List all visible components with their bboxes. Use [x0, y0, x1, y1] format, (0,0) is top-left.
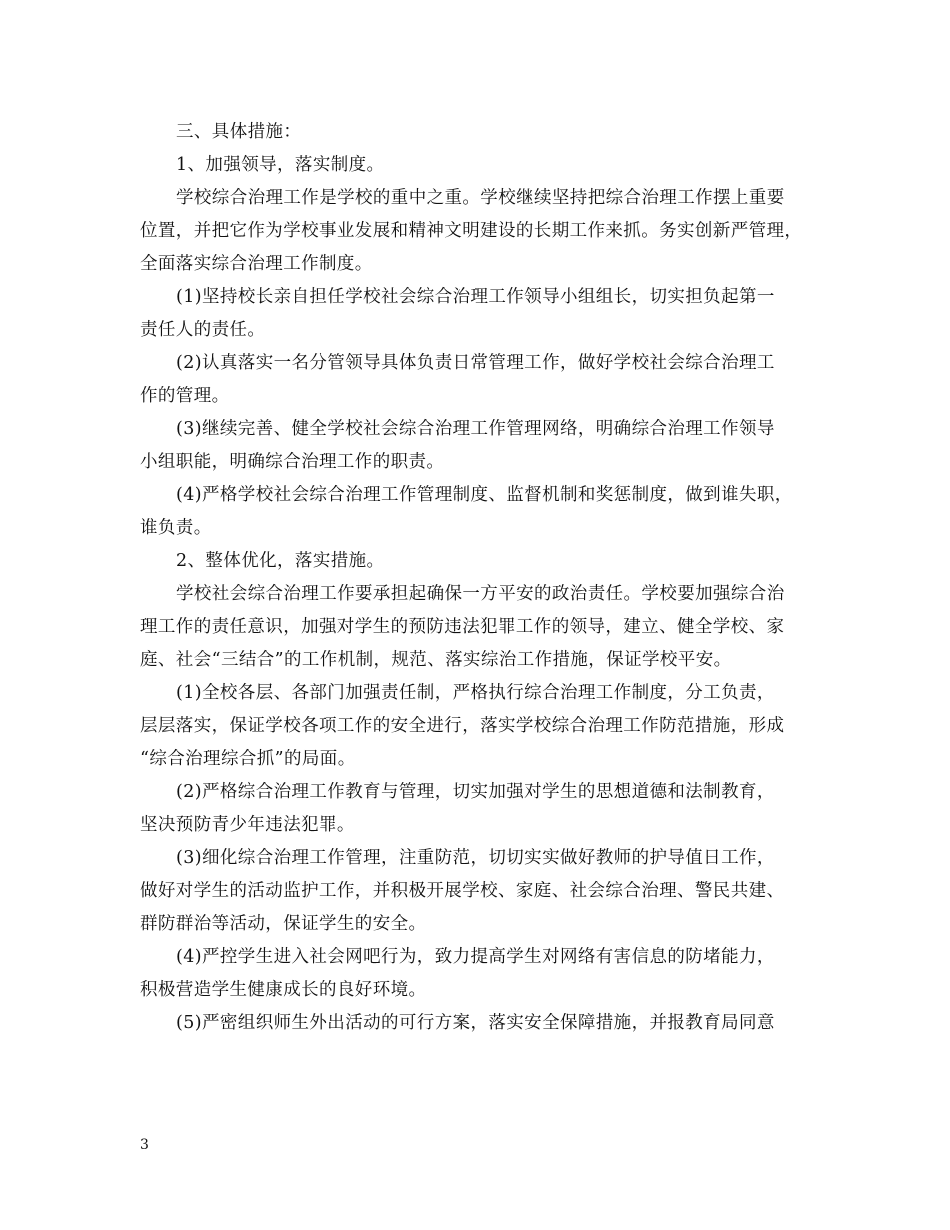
- list-item-line: (5)严密组织师生外出活动的可行方案，落实安全保障措施，并报教育局同意: [176, 1013, 775, 1033]
- list-item-line: 积极营造学生健康成长的良好环境。: [140, 980, 427, 1000]
- paragraph-line: 位置，并把它作为学校事业发展和精神文明建设的长期工作来抓。务实创新严管理，: [140, 221, 803, 241]
- paragraph-line: 庭、社会“三结合”的工作机制，规范、落实综治工作措施，保证学校平安。: [140, 650, 732, 670]
- list-item-line: 小组职能，明确综合治理工作的职责。: [140, 452, 445, 472]
- document-body: [140, 116, 808, 1040]
- subheading-2: 2、整体优化，落实措施。: [176, 551, 385, 571]
- list-item-line: 做好对学生的活动监护工作，并积极开展学校、家庭、社会综合治理、警民共建、: [140, 881, 785, 901]
- list-item-line: 层层落实，保证学校各项工作的安全进行，落实学校综合治理工作防范措施，形成: [140, 716, 785, 736]
- list-item-line: (1)全校各层、各部门加强责任制，严格执行综合治理工作制度，分工负责，: [176, 683, 775, 703]
- list-item-line: 谁负责。: [140, 518, 212, 538]
- list-item-line: (4)严格学校社会综合治理工作管理制度、监督机制和奖惩制度，做到谁失职，: [176, 485, 793, 505]
- list-item-line: 坚决预防青少年违法犯罪。: [140, 815, 355, 835]
- list-item-line: (2)严格综合治理工作教育与管理，切实加强对学生的思想道德和法制教育，: [176, 782, 775, 802]
- page-number: 3: [140, 1137, 149, 1153]
- list-item-line: 作的管理。: [140, 386, 230, 406]
- list-item-line: (4)严控学生进入社会网吧行为，致力提高学生对网络有害信息的防堵能力，: [176, 947, 775, 967]
- paragraph-line: 理工作的责任意识，加强对学生的预防违法犯罪工作的领导，建立、健全学校、家: [140, 617, 785, 637]
- section-heading: 三、具体措施：: [176, 122, 302, 142]
- list-item-line: (3)细化综合治理工作管理，注重防范，切切实实做好教师的护导值日工作，: [176, 848, 775, 868]
- list-item-line: “综合治理综合抓”的局面。: [140, 749, 356, 769]
- list-item-line: 群防群治等活动，保证学生的安全。: [140, 914, 427, 934]
- list-item-line: (3)继续完善、健全学校社会综合治理工作管理网络，明确综合治理工作领导: [176, 419, 775, 439]
- subheading-1: 1、加强领导，落实制度。: [176, 155, 385, 175]
- paragraph-line: 学校社会综合治理工作要承担起确保一方平安的政治责任。学校要加强综合治: [176, 584, 785, 604]
- list-item-line: (2)认真落实一名分管领导具体负责日常管理工作，做好学校社会综合治理工: [176, 353, 775, 373]
- list-item-line: (1)坚持校长亲自担任学校社会综合治理工作领导小组组长，切实担负起第一: [176, 287, 775, 307]
- paragraph-line: 全面落实综合治理工作制度。: [140, 254, 373, 274]
- paragraph-line: 学校综合治理工作是学校的重中之重。学校继续坚持把综合治理工作摆上重要: [176, 188, 785, 208]
- list-item-line: 责任人的责任。: [140, 320, 266, 340]
